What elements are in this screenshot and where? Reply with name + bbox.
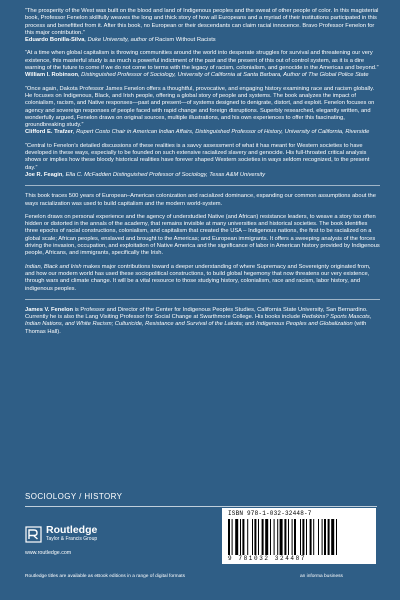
endorsement-1: [25, 8, 380, 44]
divider: [25, 506, 377, 507]
isbn-label: ISBN 978-1-032-32448-7: [228, 510, 312, 517]
endorser-title: , Duke University, author of: [84, 37, 155, 44]
endorsement-2: [25, 50, 380, 79]
endorser-title: , Ella C. McFadden Distinguished Professor of Sociology, Texas A&M University: [62, 171, 266, 178]
author-name: James V. Fenelon: [25, 306, 74, 313]
book-title: Indian, Black and Irish: [25, 263, 82, 270]
endorsement-attribution: [25, 129, 380, 136]
endorsement-quote: “Central to Fenelon’s detailed discussions of these realities is a savvy assessment of what it has meant for Western societies to have developed in these ways, especially to be founded on such extensive racialized slavery and genocide. His full-throated critical analysis shows or implies how these bloody historical realities have forever shaped Western societies in ways seldom recognized, to the present day.”: [25, 142, 370, 171]
subject-category: SOCIOLOGY / HISTORY: [25, 492, 123, 501]
endorser-title: , Distinguished Professor of Sociology, University of California at Santa Barbara, Author of: [77, 72, 309, 79]
blurb-paragraph: This book traces 500 years of European–American colonization and racialized dominance, expanding our common assumptions about the ways racialization was used to build capitalism and the modern world-system.: [25, 193, 376, 207]
endorser-name: Eduardo Bonilla-Silva: [25, 37, 85, 44]
endorsement-attribution: [25, 72, 380, 79]
endorsement-attribution: [25, 172, 380, 179]
barcode-number: 9 781032 324487: [228, 555, 307, 562]
divider: [25, 299, 380, 300]
endorsement-quote: “Once again, Dakota Professor James Fenelon offers a thoughtful, provocative, and engaging history examining race and racism globally. He focuses on Indigenous, Black, and Irish people, offering a global story of people and systems. The book analyzes the impact of colonialism, racism, and Native responses—past and present—of systems designed to denigrate, distort, and exploit. Fenelon focuses on agency and sovereign responses of people faced with rapid change and foreign disruptions. Superbly researched, elegantly written, and wonderfully argued, Fenelon draws on original sources, multiple illustrations, and his own experiences to offer this fascinating, groundbreaking study.”: [25, 85, 375, 129]
informa-tagline: an informa business: [300, 574, 343, 579]
blurb-paragraph: Fenelon draws on personal experience and the agency of understudied Native (and African) resistance leaders, to weave a story too often hidden or distorted in the annals of the academy, that remains invisible at many universities and historical societies. The book identifies three epochs of racial constructions, colonialism, and capitalism that created the USA – Indigenous nations, the first to be racialized on a global scale; African peoples, enslaved and brought to the Americas; and European immigrants. It offers a sweeping analysis of the forces driving the invasion, occupation, and exploitation of Native America and the significance of labor in American history provided by Indigenous people, Africans, and immigrants, specifically the Irish.: [25, 213, 380, 257]
endorser-name: Joe R. Feagin: [25, 171, 63, 178]
barcode-bars: [228, 519, 370, 555]
ebook-note: Routledge titles are available as eBook editions in a range of digital formats: [25, 574, 185, 579]
divider: [25, 185, 380, 186]
routledge-logo-icon: [25, 526, 42, 543]
endorser-name: Clifford E. Trafzer: [25, 129, 73, 136]
cover-text: [25, 8, 380, 342]
endorsement-4: [25, 143, 380, 179]
publisher-logo: [25, 525, 97, 543]
blurb-text: makes major contributions toward a deeper understanding of where Supremacy and Sovereignty originated from, and how our modern world has used these sociopolitical constructions, to build global hegemony that now threatens our very existence, through wars and climate change. It will be a vital resource to those studying history, colonialism, race and racism, labor history, and indigenous peoples.: [25, 263, 371, 292]
endorsement-3: [25, 86, 380, 137]
endorser-name: William I. Robinson: [25, 72, 78, 79]
author-bio: [25, 307, 380, 336]
author-bio-text: (with Thomas Hall).: [25, 321, 367, 335]
barcode: [222, 508, 376, 564]
endorser-book: The Global Police State: [308, 72, 369, 79]
author-bio-text: is Professor and Director of the Center for Indigenous Peoples Studies, California State University, San Bernardino. Currently he is also the Lang Visiting Professor for Social Change at Swarthmore College. His books include: [25, 306, 368, 321]
publisher-name-block: [46, 525, 97, 543]
author-book: Redskins? Sports Mascots, Indian Nations, and White Racism; Culturicide, Resistance and Survival of the Lakota: [25, 314, 372, 328]
endorser-book: Racism Without Racists: [154, 37, 216, 44]
endorsement-quote: “At a time when global capitalism is throwing communities around the world into desperate struggles for survival and threatening our very existence, this masterful study is as much a powerful indictment of the past and the present of this out of control system, as it is a dire warning of the future to come if we do not come to terms with the legacy of racism, colonialism, and genocide in the Americas and beyond.”: [25, 50, 379, 72]
publisher-website: www.routledge.com: [25, 550, 72, 556]
endorser-title: , Rupert Costo Chair in American Indian Affairs, Distinguished Professor of History, University of California, Riverside: [72, 129, 370, 136]
publisher-group: Taylor & Francis Group: [46, 536, 98, 542]
author-book: Indigenous Peoples and Globalization: [256, 321, 353, 328]
endorsement-attribution: [25, 37, 380, 44]
endorsement-quote: “The prosperity of the West was built on the blood and land of Indigenous peoples and the sweat of other people of color. In this magisterial book, Professor Fenelon skillfully weaves the long and thick story of how all Europeans and a myriad of their institutions participated in this process and benefitted from it. After this book, no European or their descendants can claim racial innocence. Bravo Professor Fenelon for this major contribution.”: [25, 8, 379, 36]
publisher-name: Routledge: [46, 524, 98, 536]
blurb-paragraph: [25, 264, 380, 293]
author-bio-text: ; and: [241, 321, 257, 328]
